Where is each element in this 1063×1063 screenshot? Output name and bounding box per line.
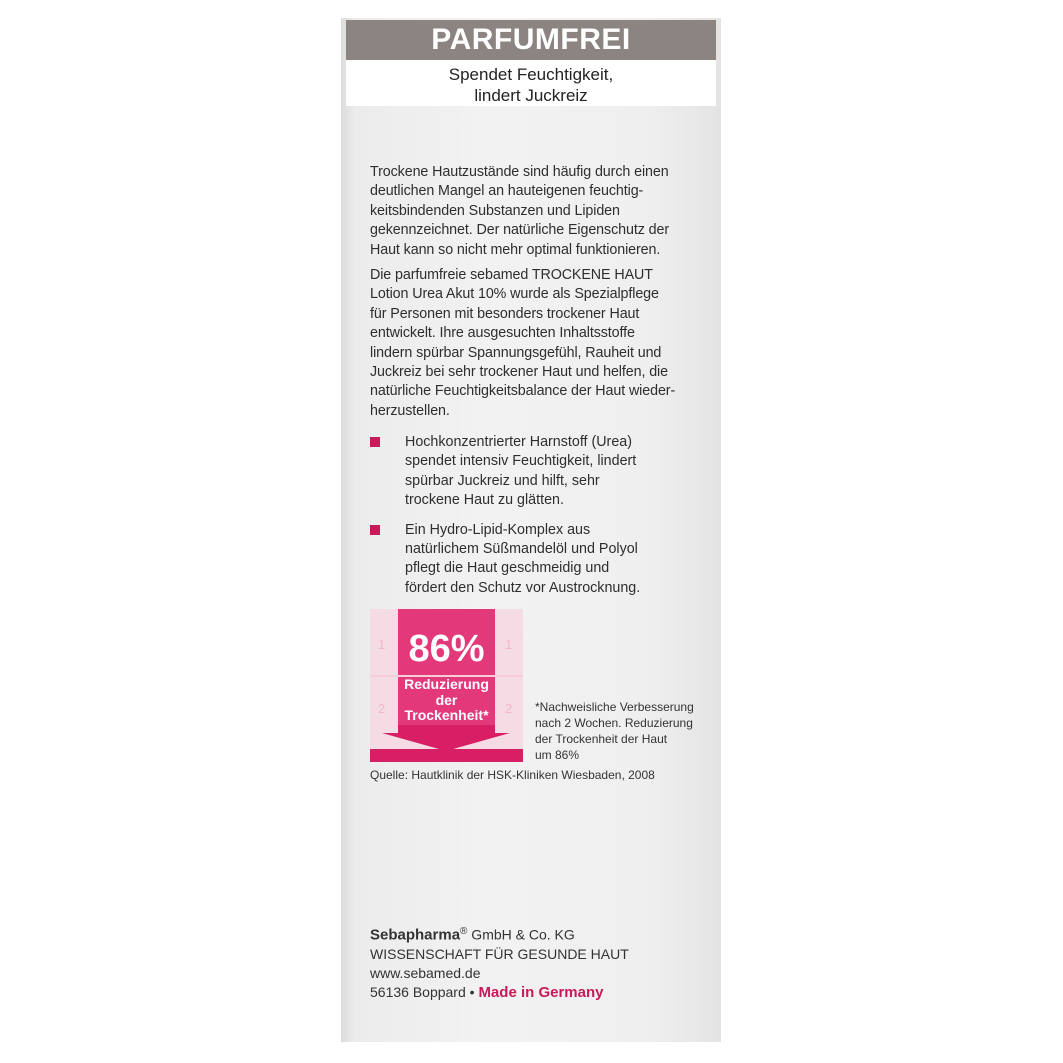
list-item <box>370 433 700 511</box>
badge-label-line-3: Trockenheit* <box>404 707 489 723</box>
registered-mark: ® <box>460 926 468 937</box>
badge-label <box>398 677 495 724</box>
description <box>370 163 700 427</box>
reduction-badge <box>370 609 523 762</box>
header-banner <box>346 20 716 60</box>
company-address: 56136 Boppard • <box>370 983 479 1000</box>
source-citation: Quelle: Hautklinik der HSK-Kliniken Wiesbaden, 2008 <box>370 768 655 782</box>
square-bullet-icon <box>370 525 380 535</box>
company-info <box>370 922 629 1002</box>
badge-label-line-2: der <box>435 691 458 708</box>
subheader-line-2: lindert Juckreiz <box>474 86 588 105</box>
badge-percent: 86% <box>408 628 485 670</box>
company-suffix: GmbH & Co. KG <box>467 926 575 943</box>
list-item <box>370 521 700 599</box>
subheader <box>346 60 716 106</box>
made-in-germany: Made in Germany <box>478 983 604 1001</box>
badge-bottom-bar <box>370 749 523 762</box>
company-url: www.sebamed.de <box>370 964 481 981</box>
badge-num-right-1: 1 <box>505 637 513 652</box>
badge-num-right-2: 2 <box>505 701 513 716</box>
square-bullet-icon <box>370 437 380 447</box>
benefit-text-2: Ein Hydro-Lipid-Komplex aus natürlichem Süßmandelöl und Polyol pflegt die Haut geschmeidig und fördert den Schutz vor Austrocknung. <box>405 521 641 596</box>
benefit-text-1: Hochkonzentrierter Harnstoff (Urea) spendet intensiv Feuchtigkeit, lindert spürbar Juckreiz und hilft, sehr trockene Haut zu glätten. <box>405 434 637 509</box>
company-name-line <box>370 922 629 945</box>
company-address-line <box>370 983 629 1002</box>
subheader-line-1: Spendet Feuchtigkeit, <box>448 65 614 84</box>
description-paragraph-2: Die parfumfreie sebamed TROCKENE HAUT Lotion Urea Akut 10% wurde als Spezialpflege für Personen mit besonders trockener Haut entwickelt. Ihre ausgesuchten Inhaltsstoffe lindern spürbar Spannungsgefühl, Rauheit und Juckreiz bei sehr trockener Haut und helfen, die natürliche Feuchtigkeitsbalance der Haut wieder- herzustellen. <box>370 267 676 419</box>
footnote: *Nachweisliche Verbesserung nach 2 Wochen. Reduzierung der Trockenheit der Haut um 86% <box>535 700 694 762</box>
company-name: Sebapharma <box>370 926 461 944</box>
badge-label-line-1: Reduzierung <box>404 676 489 692</box>
header-title: PARFUMFREI <box>431 23 631 56</box>
badge-num-left-1: 1 <box>378 637 386 652</box>
description-paragraph-1: Trockene Hautzustände sind häufig durch einen deutlichen Mangel an hauteigenen feuchtig- keitsbindenden Substanzen und Lipiden gekennzeichnet. Der natürliche Eigenschutz der Haut kann so nicht mehr optimal funktionieren. <box>370 164 669 258</box>
benefit-list <box>370 433 700 608</box>
badge-num-left-2: 2 <box>378 701 386 716</box>
company-tagline: WISSENSCHAFT FÜR GESUNDE HAUT <box>370 945 629 962</box>
